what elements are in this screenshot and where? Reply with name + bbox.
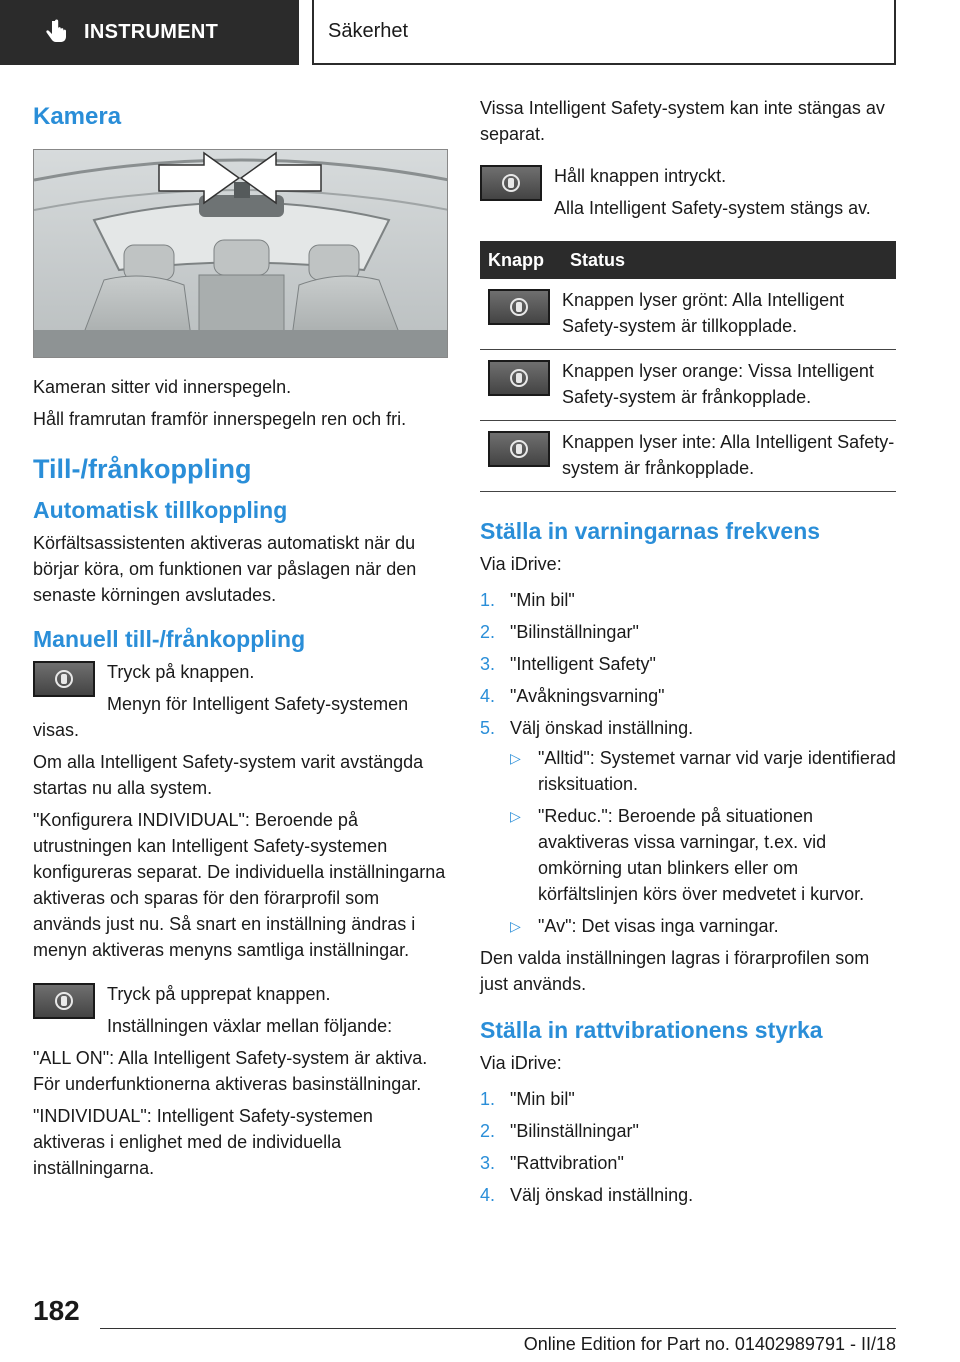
list-item: 5. Välj önskad inställning. ▷ "Alltid": Systemet varnar vid varje identifierad risksituation. ▷ "Reduc.": Beroende på situationen avaktiveras vissa varningar, t.ex. vid omkörning utan blinkers eller om körfältslinjen körs över medvetet i kurvor. ▷ "Av": Det visas inga varningar. <box>480 715 896 939</box>
vibration-steps <box>480 1086 896 1208</box>
triangle-bullet-icon: ▷ <box>510 918 521 934</box>
table-header-row <box>480 241 896 279</box>
chapter-title: INSTRUMENT <box>84 21 219 43</box>
list-item: 4. Välj önskad inställning. <box>480 1185 694 1205</box>
list-item: 1. "Min bil" <box>480 590 575 610</box>
status-cell: Knappen lyser grönt: Alla Intelligent Safety-system är tillkopplade. <box>562 279 896 350</box>
list-item: 1. "Min bil" <box>480 1089 575 1109</box>
chapter-tab <box>0 0 299 65</box>
left-column <box>33 95 448 1187</box>
option-item: ▷ "Reduc.": Beroende på situationen avaktiveras vissa varningar, t.ex. vid omkörning utan blinkers eller om körfältslinjen körs över medvetet i kurvor. <box>510 803 896 907</box>
press-button-instruction <box>33 659 448 749</box>
hold-text: Håll knappen intryckt. <box>554 166 727 186</box>
via-idrive-text: Via iDrive: <box>480 554 562 574</box>
safety-button-icon <box>488 289 550 325</box>
status-cell: Knappen lyser inte: Alla Intelligent Safety-system är frånkopplade. <box>562 421 896 492</box>
individual-text: "INDIVIDUAL": Intelligent Safety-systemen aktiveras i enlighet med de individuella inställningarna. <box>33 1106 373 1178</box>
column-header: Knapp <box>480 241 562 279</box>
footer-divider <box>100 1328 896 1329</box>
repeat-text: Tryck på upprepat knappen. <box>107 984 331 1004</box>
switch-text: Inställningen växlar mellan följande: <box>107 1016 393 1036</box>
camera-clean-text: Håll framrutan framför innerspegeln ren och fri. <box>33 409 407 429</box>
list-item: 3. "Intelligent Safety" <box>480 654 656 674</box>
safety-button-icon <box>480 165 542 201</box>
edition-text: Online Edition for Part no. 01402989791 - II/18 <box>523 1334 896 1354</box>
auto-heading: Automatisk tillkoppling <box>33 497 288 523</box>
status-cell: Knappen lyser orange: Vissa Intelligent Safety-system är frånkopplade. <box>562 350 896 421</box>
press-text: Tryck på knappen. <box>107 662 255 682</box>
auto-text: Körfältsassistenten aktiveras automatiskt när du börjar köra, om funktionen var påslagen när den senaste körningen avslutades. <box>33 533 417 605</box>
safety-button-icon <box>488 360 550 396</box>
frequency-heading: Ställa in varningarnas frekvens <box>480 518 821 544</box>
table-row <box>480 421 896 492</box>
triangle-bullet-icon: ▷ <box>510 750 521 766</box>
safety-button-icon <box>33 661 95 697</box>
cannot-off-text: Vissa Intelligent Safety-system kan inte stängas av separat. <box>480 98 885 144</box>
option-item: ▷ "Av": Det visas inga varningar. <box>510 913 896 939</box>
vibration-heading: Ställa in rattvibrationens styrka <box>480 1017 823 1043</box>
camera-position-text: Kameran sitter vid innerspegeln. <box>33 377 292 397</box>
list-item: 2. "Bilinställningar" <box>480 622 639 642</box>
option-item: ▷ "Alltid": Systemet varnar vid varje identifierad risksituation. <box>510 745 896 797</box>
rearview-camera-photo <box>33 149 448 358</box>
menu-text: Menyn för Intelligent Safety-systemen visas. <box>33 694 409 740</box>
safety-button-icon <box>488 431 550 467</box>
table-row <box>480 350 896 421</box>
triangle-bullet-icon: ▷ <box>510 808 521 824</box>
toggle-heading: Till-/frånkoppling <box>33 454 252 484</box>
safety-button-icon <box>33 983 95 1019</box>
hand-pointer-icon <box>38 15 74 51</box>
list-item: 4. "Avåkningsvarning" <box>480 686 665 706</box>
right-column <box>480 95 896 1214</box>
table-row <box>480 279 896 350</box>
configure-text: "Konfigurera INDIVIDUAL": Beroende på utrustningen kan Intelligent Safety-systemen konfigureras separat. De individuella inställningarna aktiveras och sparas för den förarprofil som används just nu. Så snart en inställning ändras i menyn aktiveras menyns samtliga inställningar. <box>33 810 446 960</box>
saved-text: Den valda inställningen lagras i förarprofilen som just används. <box>480 948 870 994</box>
page-number: 182 <box>33 1295 80 1326</box>
camera-heading: Kamera <box>33 103 122 130</box>
column-header: Status <box>562 241 896 279</box>
all-off-text: Om alla Intelligent Safety-system varit avstängda startas nu alla system. <box>33 752 424 798</box>
hold-button-instruction <box>480 163 896 227</box>
button-status-table <box>480 241 896 492</box>
all-off-result-text: Alla Intelligent Safety-system stängs av. <box>554 198 871 218</box>
all-on-text: "ALL ON": Alla Intelligent Safety-system är aktiva. För underfunktionerna aktiveras basinställningar. <box>33 1048 428 1094</box>
frequency-options <box>510 745 896 939</box>
section-title: Säkerhet <box>328 20 409 42</box>
list-item: 2. "Bilinställningar" <box>480 1121 639 1141</box>
manual-heading: Manuell till-/frånkoppling <box>33 626 306 652</box>
via-idrive-text: Via iDrive: <box>480 1053 562 1073</box>
section-tab <box>312 0 896 65</box>
repeat-button-instruction <box>33 981 448 1045</box>
frequency-steps <box>480 587 896 939</box>
list-item: 3. "Rattvibration" <box>480 1153 624 1173</box>
